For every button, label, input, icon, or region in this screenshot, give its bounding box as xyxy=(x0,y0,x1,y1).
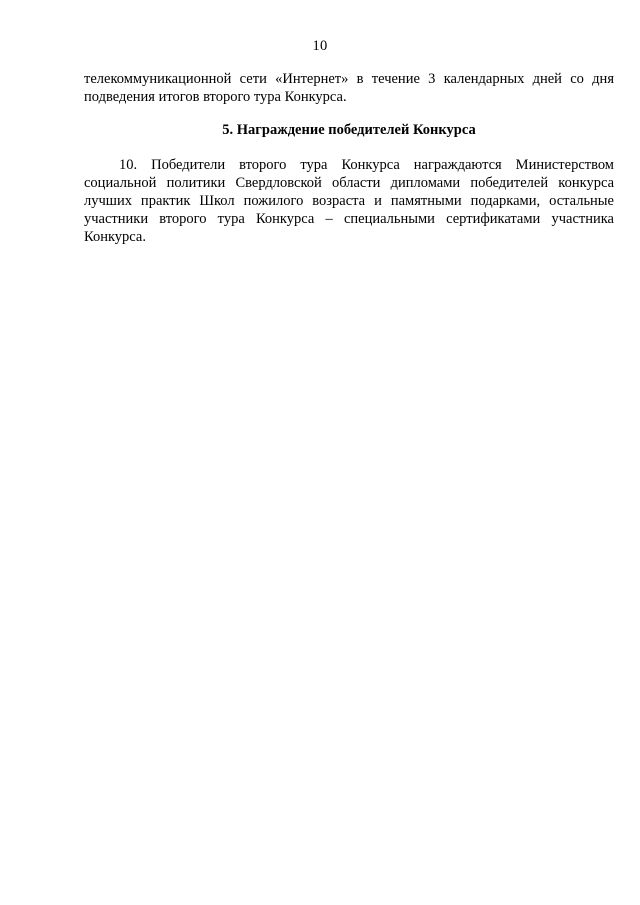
paragraph-line: участники второго тура Конкурса – специальными сертификатами участника xyxy=(84,211,614,227)
section-heading: 5. Награждение победителей Конкурса xyxy=(222,122,476,138)
paragraph-line: подведения итогов второго тура Конкурса. xyxy=(84,89,347,105)
paragraph-line: 10. Победители второго тура Конкурса награждаются Министерством xyxy=(119,157,614,173)
paragraph-10 xyxy=(84,156,614,246)
page-number: 10 xyxy=(312,38,328,54)
paragraph-line: социальной политики Свердловской области дипломами победителей конкурса xyxy=(84,175,614,191)
paragraph-line: лучших практик Школ пожилого возраста и памятными подарками, остальные xyxy=(84,193,614,209)
continuation-paragraph xyxy=(84,70,614,106)
paragraph-line: Конкурса. xyxy=(84,229,146,245)
paragraph-line: телекоммуникационной сети «Интернет» в течение 3 календарных дней со дня xyxy=(84,71,614,87)
